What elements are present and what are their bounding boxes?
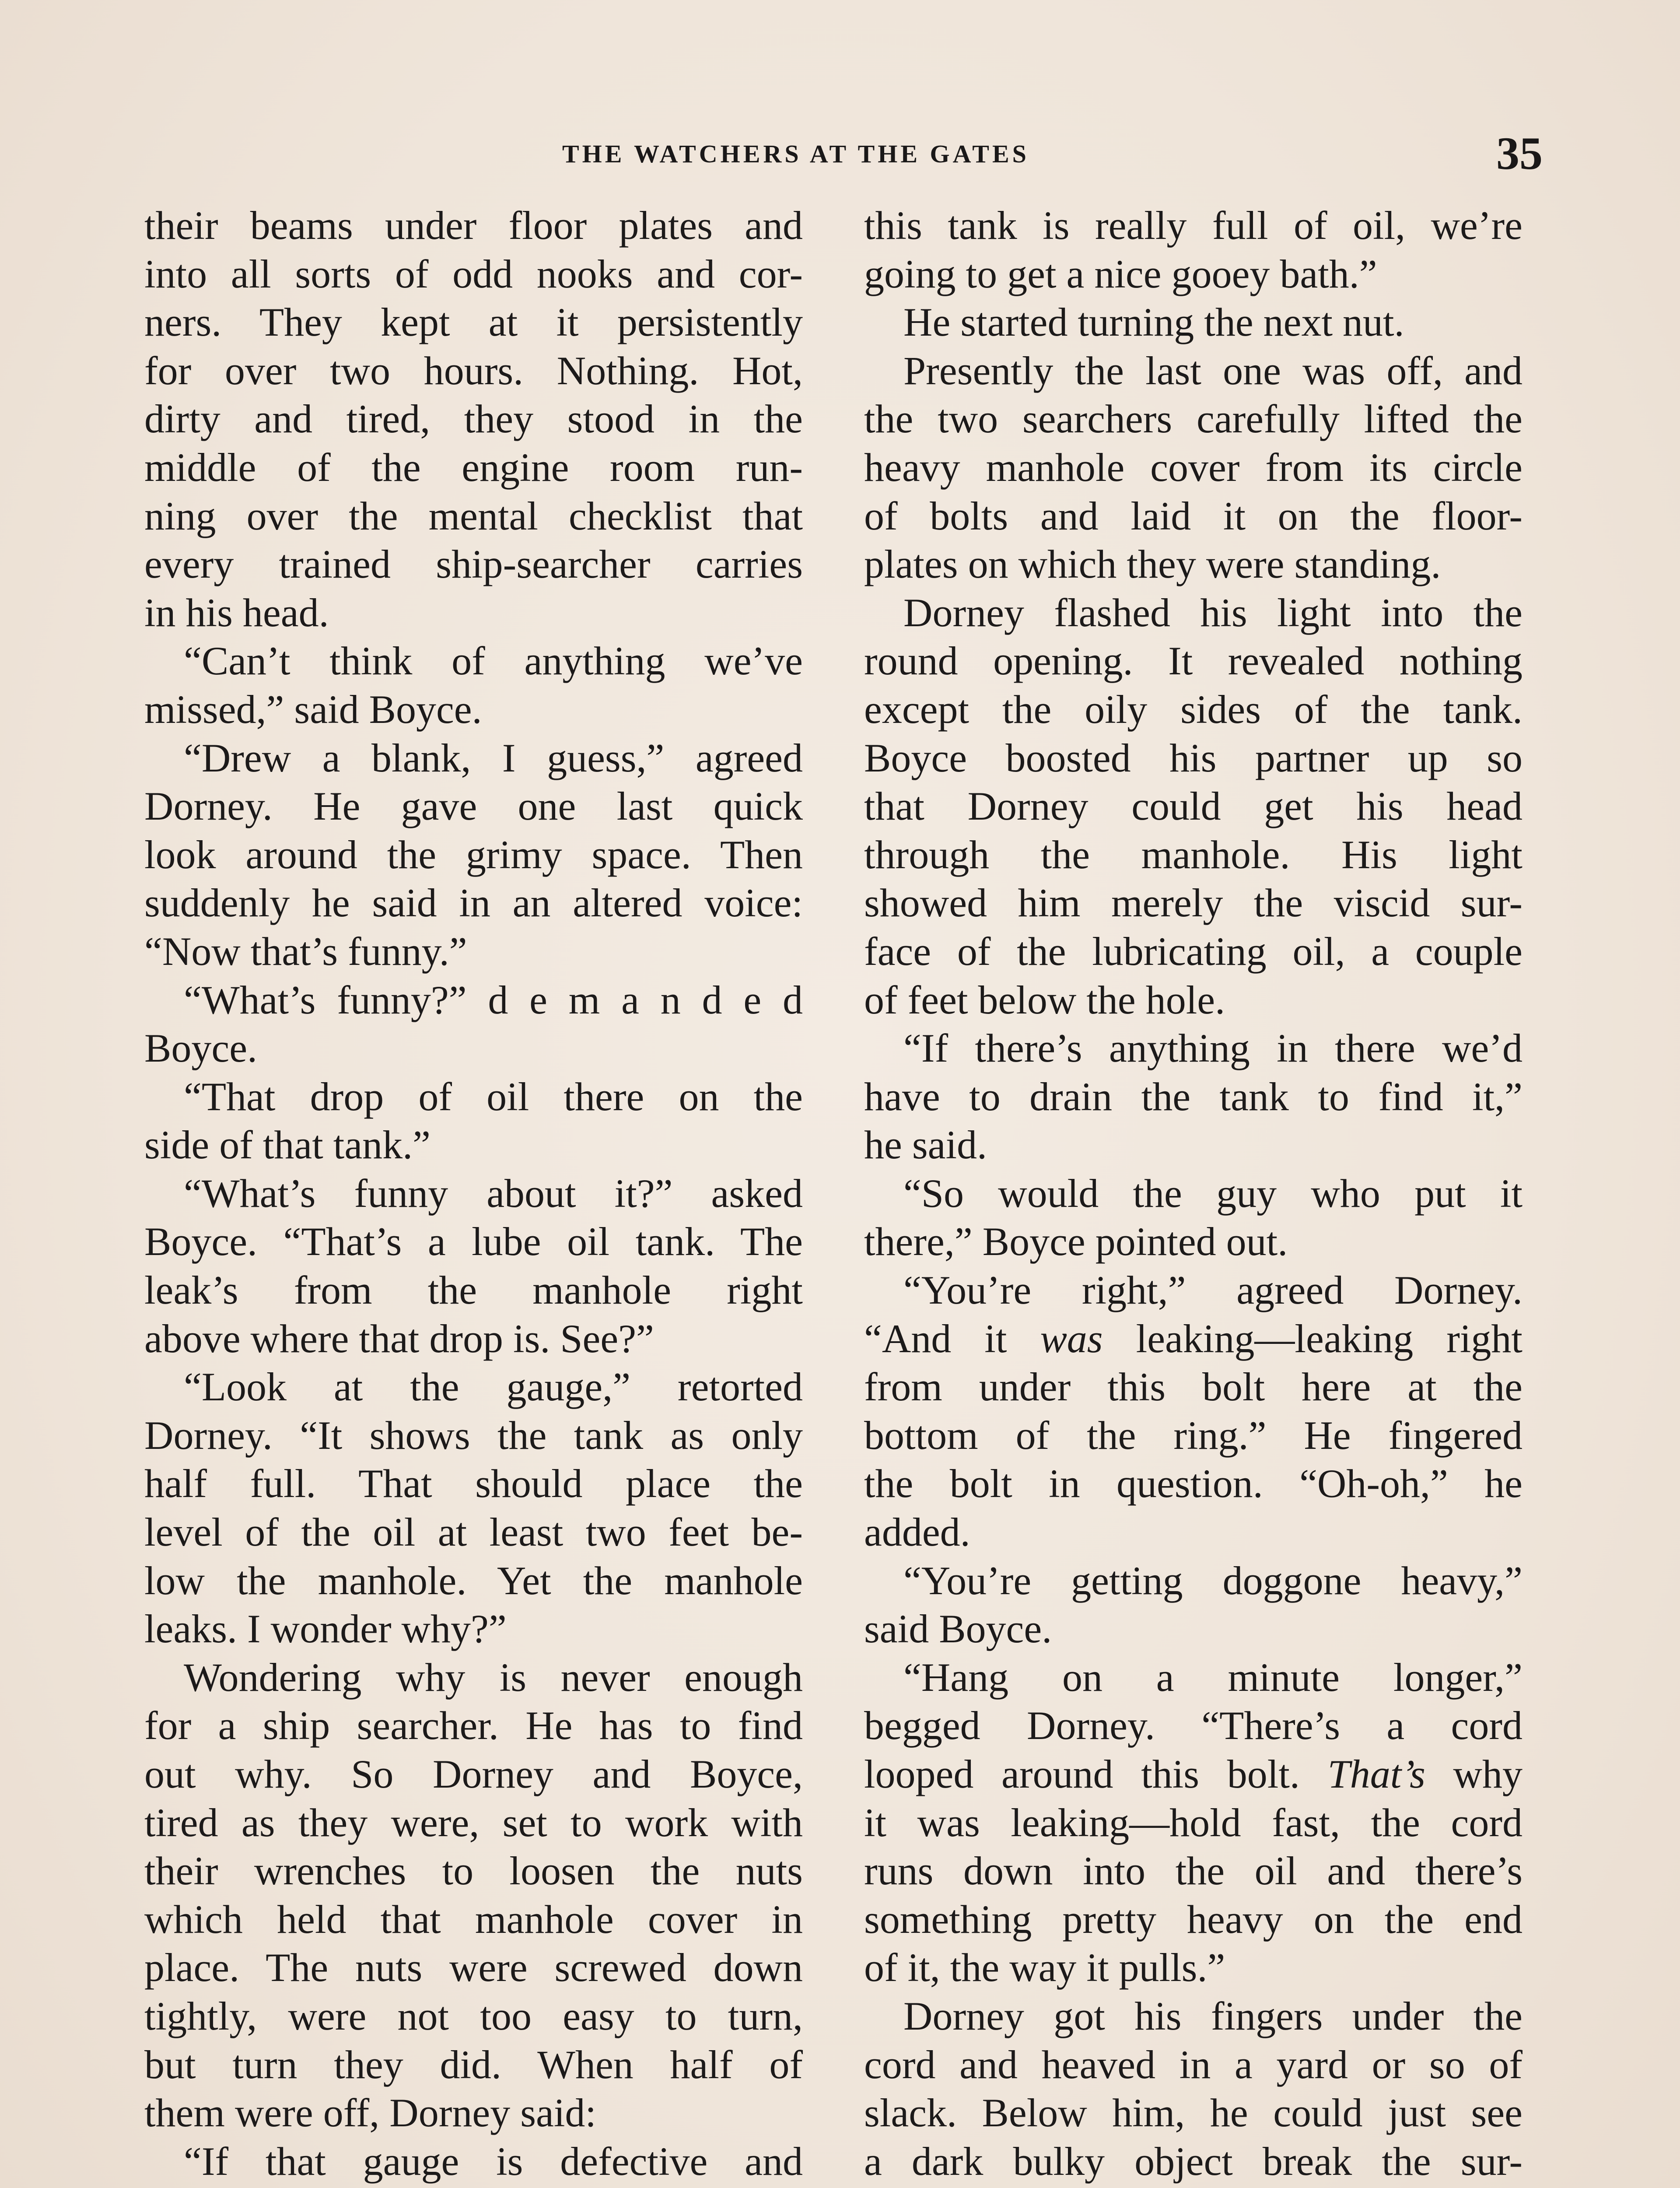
text-line: Dorney. “It shows the tank as only <box>144 1413 803 1458</box>
page-number: 35 <box>1496 128 1543 179</box>
text-line: Boyce. <box>144 1026 258 1071</box>
text-line: runs down into the oil and there’s <box>864 1848 1522 1893</box>
text-line: “If that gauge is defective and <box>184 2139 803 2184</box>
text-line: said Boyce. <box>864 1606 1052 1652</box>
text-line: something pretty heavy on the end <box>864 1897 1522 1942</box>
text-line: it was leaking—hold fast, the cord <box>864 1800 1522 1845</box>
text-line: tightly, were not too easy to turn, <box>144 1993 803 2038</box>
text-line: Boyce. “That’s a lube oil tank. The <box>144 1219 803 1264</box>
right-text-column <box>864 201 1522 2185</box>
text-line: “So would the guy who put it <box>903 1171 1522 1216</box>
text-line: Wondering why is never enough <box>184 1655 803 1700</box>
text-line: of feet below the hole. <box>864 977 1225 1022</box>
text-line: which held that manhole cover in <box>144 1897 803 1942</box>
text-line: side of that tank.” <box>144 1122 431 1168</box>
text-line: their beams under floor plates and <box>144 203 803 248</box>
text-line: level of the oil at least two feet be- <box>144 1510 803 1555</box>
text-line: that Dorney could get his head <box>864 784 1522 829</box>
text-line: them were off, Dorney said: <box>144 2090 596 2135</box>
text-line: “You’re getting doggone heavy,” <box>903 1558 1522 1603</box>
text-segment: looped around this bolt. <box>864 1752 1328 1796</box>
text-line: bottom of the ring.” He fingered <box>864 1413 1522 1458</box>
text-line: Presently the last one was off, and <box>903 348 1522 393</box>
text-line: low the manhole. Yet the manhole <box>144 1558 803 1603</box>
text-line: ning over the mental checklist that <box>144 493 803 538</box>
text-segment: why <box>1425 1752 1522 1796</box>
text-line: Dorney flashed his light into the <box>903 590 1522 635</box>
text-line: “Look at the gauge,” retorted <box>184 1364 803 1410</box>
text-line: cord and heaved in a yard or so of <box>864 2042 1522 2087</box>
text-line: “What’s funny?” d e m a n d e d <box>184 977 803 1022</box>
text-line: “You’re right,” agreed Dorney. <box>903 1268 1522 1313</box>
text-line: for a ship searcher. He has to find <box>144 1703 803 1748</box>
text-line: through the manhole. His light <box>864 832 1522 877</box>
text-line: slack. Below him, he could just see <box>864 2090 1522 2135</box>
text-line: “That drop of oil there on the <box>184 1074 803 1119</box>
text-line: for over two hours. Nothing. Hot, <box>144 348 803 393</box>
text-line: tired as they were, set to work with <box>144 1800 803 1845</box>
text-line: he said. <box>864 1122 987 1168</box>
text-line: begged Dorney. “There’s a cord <box>864 1703 1522 1748</box>
text-line: added. <box>864 1510 970 1555</box>
running-title: THE WATCHERS AT THE GATES <box>562 140 1029 168</box>
text-line: “Hang on a minute longer,” <box>903 1655 1522 1700</box>
text-line: out why. So Dorney and Boyce, <box>144 1752 803 1796</box>
text-line: except the oily sides of the tank. <box>864 687 1522 732</box>
text-line: the bolt in question. “Oh-oh,” he <box>864 1461 1522 1506</box>
text-line: plates on which they were standing. <box>864 542 1441 587</box>
text-line: in his head. <box>144 590 329 635</box>
italic-emphasis: That’s <box>1327 1752 1425 1796</box>
text-line: this tank is really full of oil, we’re <box>864 203 1522 248</box>
text-line: half full. That should place the <box>144 1461 803 1506</box>
text-line: look around the grimy space. Then <box>144 832 803 877</box>
italic-emphasis: was <box>1040 1316 1103 1361</box>
text-line: but turn they did. When half of <box>144 2042 803 2087</box>
text-line: from under this bolt here at the <box>864 1364 1522 1410</box>
text-line <box>864 1315 1522 1363</box>
text-line: “Drew a blank, I guess,” agreed <box>184 735 803 780</box>
text-line: every trained ship-searcher carries <box>144 542 803 587</box>
text-line: suddenly he said in an altered voice: <box>144 880 803 926</box>
text-line: face of the lubricating oil, a couple <box>864 929 1522 974</box>
text-line: showed him merely the viscid sur- <box>864 880 1522 926</box>
text-line: missed,” said Boyce. <box>144 687 482 732</box>
text-line: Boyce boosted his partner up so <box>864 735 1522 780</box>
text-line: the two searchers carefully lifted the <box>864 396 1522 442</box>
text-line: into all sorts of odd nooks and cor- <box>144 251 803 296</box>
text-line: heavy manhole cover from its circle <box>864 445 1522 490</box>
text-line: Dorney got his fingers under the <box>903 1993 1522 2038</box>
text-line <box>864 1750 1522 1799</box>
text-line: “Can’t think of anything we’ve <box>184 638 803 684</box>
text-line: dirty and tired, they stood in the <box>144 396 803 442</box>
text-line: “What’s funny about it?” asked <box>184 1171 803 1216</box>
text-line: going to get a nice gooey bath.” <box>864 251 1377 296</box>
text-line: leaks. I wonder why?” <box>144 1606 507 1652</box>
text-segment: leaking—leaking right <box>1102 1316 1522 1361</box>
text-line: place. The nuts were screwed down <box>144 1945 803 1990</box>
text-line: above where that drop is. See?” <box>144 1316 654 1361</box>
text-line: leak’s from the manhole right <box>144 1268 803 1313</box>
text-segment: “And it <box>864 1316 1040 1361</box>
text-line: ners. They kept at it persistently <box>144 300 803 345</box>
text-line: their wrenches to loosen the nuts <box>144 1848 803 1893</box>
text-line: there,” Boyce pointed out. <box>864 1219 1288 1264</box>
text-line: He started turning the next nut. <box>903 300 1404 345</box>
text-line: of it, the way it pulls.” <box>864 1945 1225 1990</box>
text-line: middle of the engine room run- <box>144 445 803 490</box>
text-line: a dark bulky object break the sur- <box>864 2139 1522 2184</box>
left-text-column <box>144 201 803 2185</box>
text-line: round opening. It revealed nothing <box>864 638 1522 684</box>
text-line: “Now that’s funny.” <box>144 929 467 974</box>
text-line: have to drain the tank to find it,” <box>864 1074 1522 1119</box>
text-line: Dorney. He gave one last quick <box>144 784 803 829</box>
text-line: “If there’s anything in there we’d <box>903 1026 1522 1071</box>
text-line: of bolts and laid it on the floor- <box>864 493 1522 538</box>
